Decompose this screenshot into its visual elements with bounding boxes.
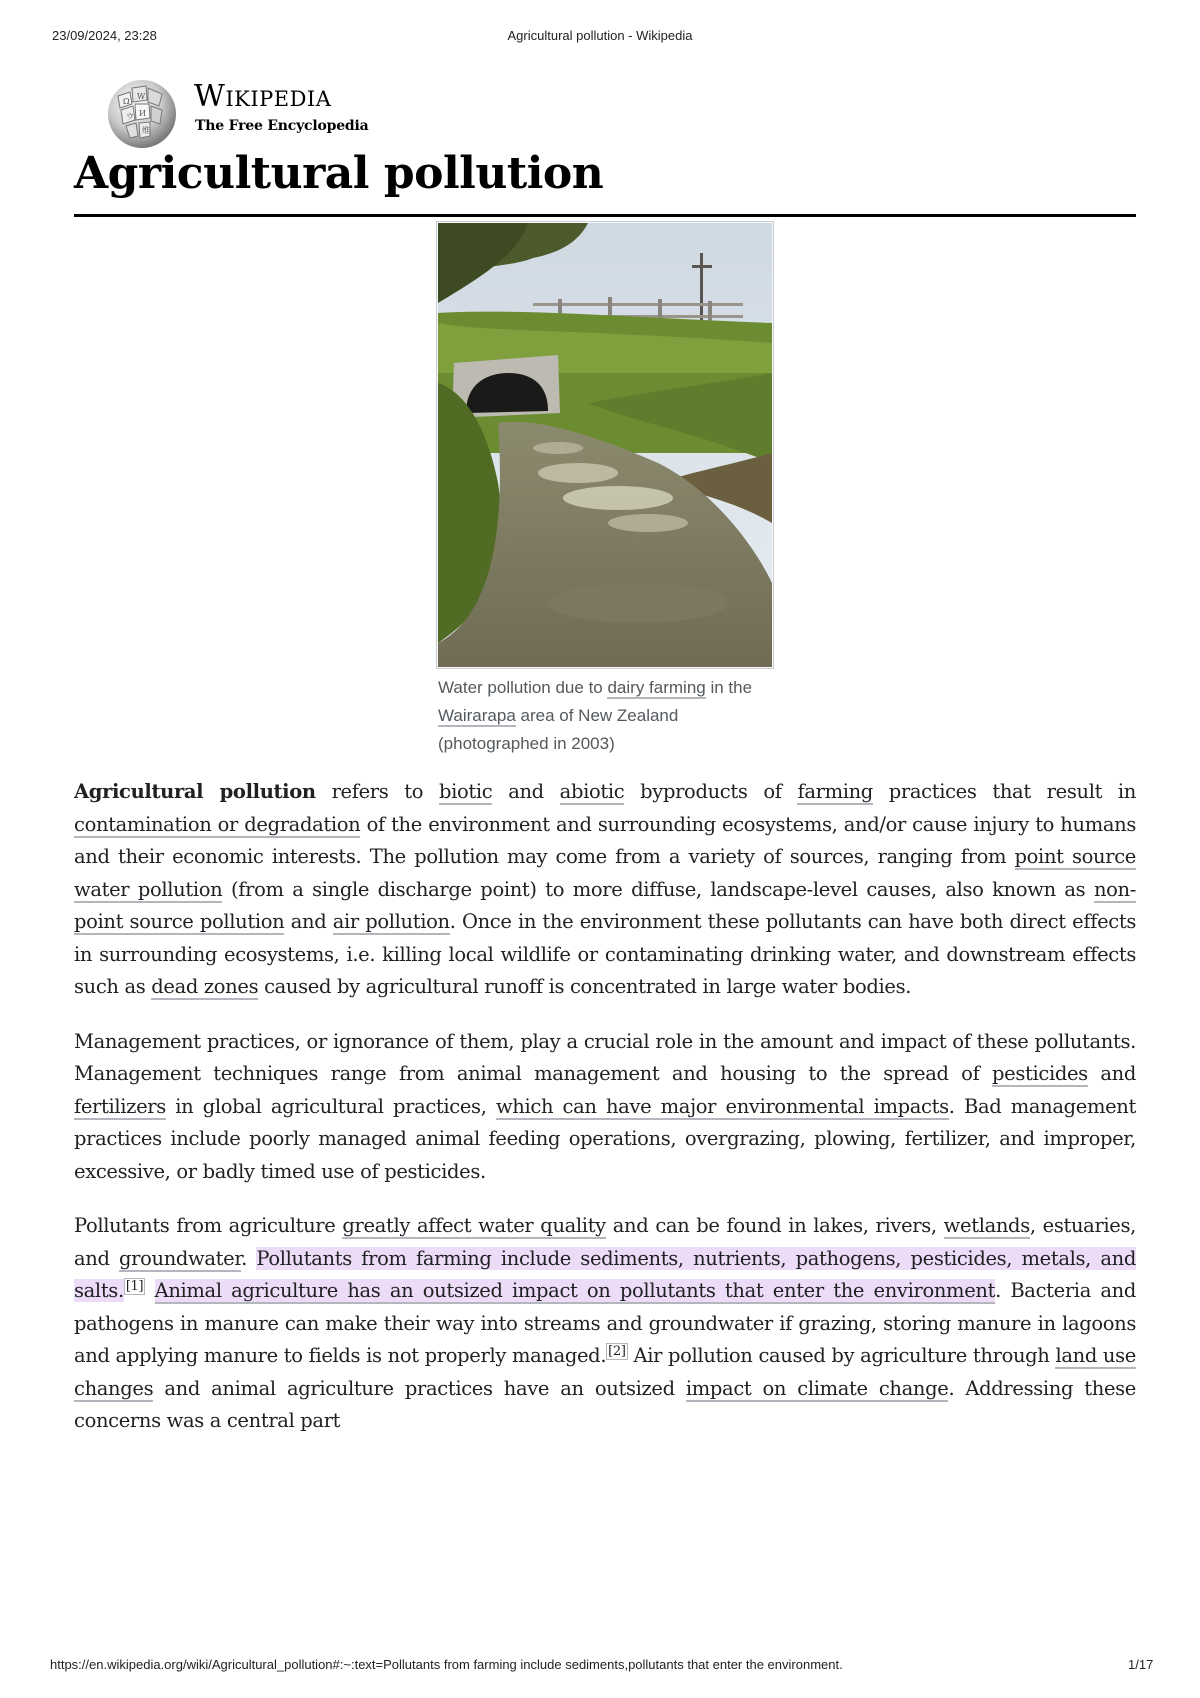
caption-text: Water pollution due to: [438, 678, 608, 697]
body-text: and animal agriculture practices have an outsized: [153, 1376, 686, 1400]
link-contamination-or-degradation[interactable]: contamination or degradation: [74, 812, 361, 836]
link-air-pollution[interactable]: air pollution: [332, 910, 450, 933]
link-wetlands[interactable]: wetlands: [943, 1214, 1030, 1237]
link-pesticides[interactable]: pesticides: [992, 1062, 1088, 1085]
article-image[interactable]: [436, 221, 774, 669]
link-wairarapa[interactable]: Wairarapa: [438, 706, 516, 725]
wikipedia-tagline: The Free Encyclopedia: [195, 118, 369, 134]
link-farming[interactable]: farming: [797, 780, 873, 803]
citation-1[interactable]: [124, 1278, 145, 1295]
article-body: [74, 776, 1136, 1460]
link-biotic[interactable]: biotic: [439, 780, 493, 803]
body-text: Management practices, or ignorance of them, play a crucial role in the amount and impact of these pollutants. Management techniques range from animal management and housing to the spread of: [74, 1029, 1136, 1085]
caption-text: in the: [705, 678, 753, 697]
print-url: https://en.wikipedia.org/wiki/Agricultural_pollution#:~:text=Pollutants from farming include sediments,pollutants that enter the environment.: [50, 1657, 843, 1672]
link-groundwater[interactable]: groundwater: [119, 1246, 242, 1270]
body-text: Air pollution caused by agriculture through: [627, 1344, 1056, 1367]
body-text: and can be found in lakes, rivers,: [605, 1214, 944, 1237]
body-text: . Bad management practices include poorly managed animal feeding operations, overgrazing, plowing, fertilizer, and improper, excessive, or badly timed use of pesticides.: [74, 1094, 1136, 1183]
body-text: and: [492, 780, 560, 803]
body-text: Pollutants from agriculture: [74, 1214, 343, 1237]
body-text: [145, 1279, 154, 1302]
title-divider: [74, 214, 1136, 217]
link-environmental-impacts[interactable]: which can have major environmental impacts: [495, 1094, 949, 1118]
link-point-source-water-pollution[interactable]: point source water pollution: [74, 845, 1136, 901]
body-text: . Once in the environment these pollutants can have both direct effects in surrounding ecosystems, i.e. killing local wildlife or contaminating drinking water, and downstream effects such as: [74, 910, 1136, 998]
body-text: and: [1087, 1062, 1136, 1085]
svg-text:И: И: [139, 109, 146, 118]
body-text: refers to: [315, 780, 439, 803]
link-fertilizers[interactable]: fertilizers: [74, 1094, 166, 1118]
svg-text:维: 维: [142, 126, 150, 135]
link-animal-agriculture-impact[interactable]: Animal agriculture has an outsized impact on pollutants that enter the environment: [154, 1279, 996, 1302]
citation-2[interactable]: [606, 1343, 627, 1360]
wikipedia-wordmark: Wikipedia: [194, 79, 332, 114]
body-text: caused by agricultural runoff is concentrated in large water bodies.: [258, 975, 912, 998]
print-footer: [0, 1657, 1200, 1677]
print-header: [0, 28, 1200, 48]
water-pollution-photo: [438, 223, 772, 667]
body-text: . Bacteria and pathogens in manure can make their way into streams and groundwater if grazing, storing manure in lagoons and applying manure to fields is not properly managed.: [74, 1279, 1136, 1367]
body-text: practices that result in: [872, 780, 1137, 803]
link-impact-on-climate-change[interactable]: impact on climate change: [685, 1376, 949, 1400]
print-datetime: 23/09/2024, 23:28: [52, 28, 157, 43]
article-subject: Agricultural pollution: [74, 780, 316, 803]
svg-text:ウ: ウ: [126, 112, 134, 121]
image-caption: [438, 674, 778, 758]
wikipedia-globe-icon: [104, 74, 180, 150]
paragraph-pollutants: [74, 1210, 1136, 1438]
wikipedia-logo[interactable]: [104, 74, 404, 154]
print-page-title: Agricultural pollution - Wikipedia: [507, 28, 693, 43]
body-text: . Addressing these concerns was a central part: [74, 1376, 1136, 1432]
caption-text: area of New Zealand (photographed in 2003): [438, 706, 679, 753]
body-text: (from a single discharge point) to more diffuse, landscape-level causes, also known as: [222, 877, 1094, 901]
svg-text:Ω: Ω: [123, 97, 130, 106]
paragraph-intro: [74, 776, 1136, 1004]
link-non-point-source-pollution[interactable]: non-point source pollution: [74, 877, 1136, 933]
citation-label: [2]: [608, 1343, 626, 1359]
citation-label: [1]: [125, 1278, 144, 1294]
link-water-quality[interactable]: greatly affect water quality: [342, 1214, 606, 1237]
link-dead-zones[interactable]: dead zones: [151, 975, 259, 998]
body-text: , estuaries, and: [74, 1214, 1137, 1270]
link-dairy-farming[interactable]: dairy farming: [607, 678, 706, 697]
body-text: of the environment and surrounding ecosystems, and/or cause injury to humans and their economic interests. The pollution may come from a variety of sources, ranging from: [74, 812, 1137, 868]
body-text: .: [241, 1246, 257, 1270]
svg-text:W: W: [137, 92, 146, 101]
link-land-use-changes[interactable]: land use changes: [74, 1344, 1136, 1400]
body-text: and: [284, 910, 333, 933]
link-abiotic[interactable]: abiotic: [559, 780, 625, 803]
paragraph-management: [74, 1026, 1136, 1189]
page-number: 1/17: [1128, 1657, 1154, 1672]
highlighted-text: Pollutants from farming include sediments, nutrients, pathogens, pesticides, metals, and salts.: [74, 1246, 1136, 1302]
body-text: in global agricultural practices,: [165, 1094, 496, 1118]
page-title: Agricultural pollution: [74, 148, 604, 199]
body-text: byproducts of: [624, 780, 798, 803]
